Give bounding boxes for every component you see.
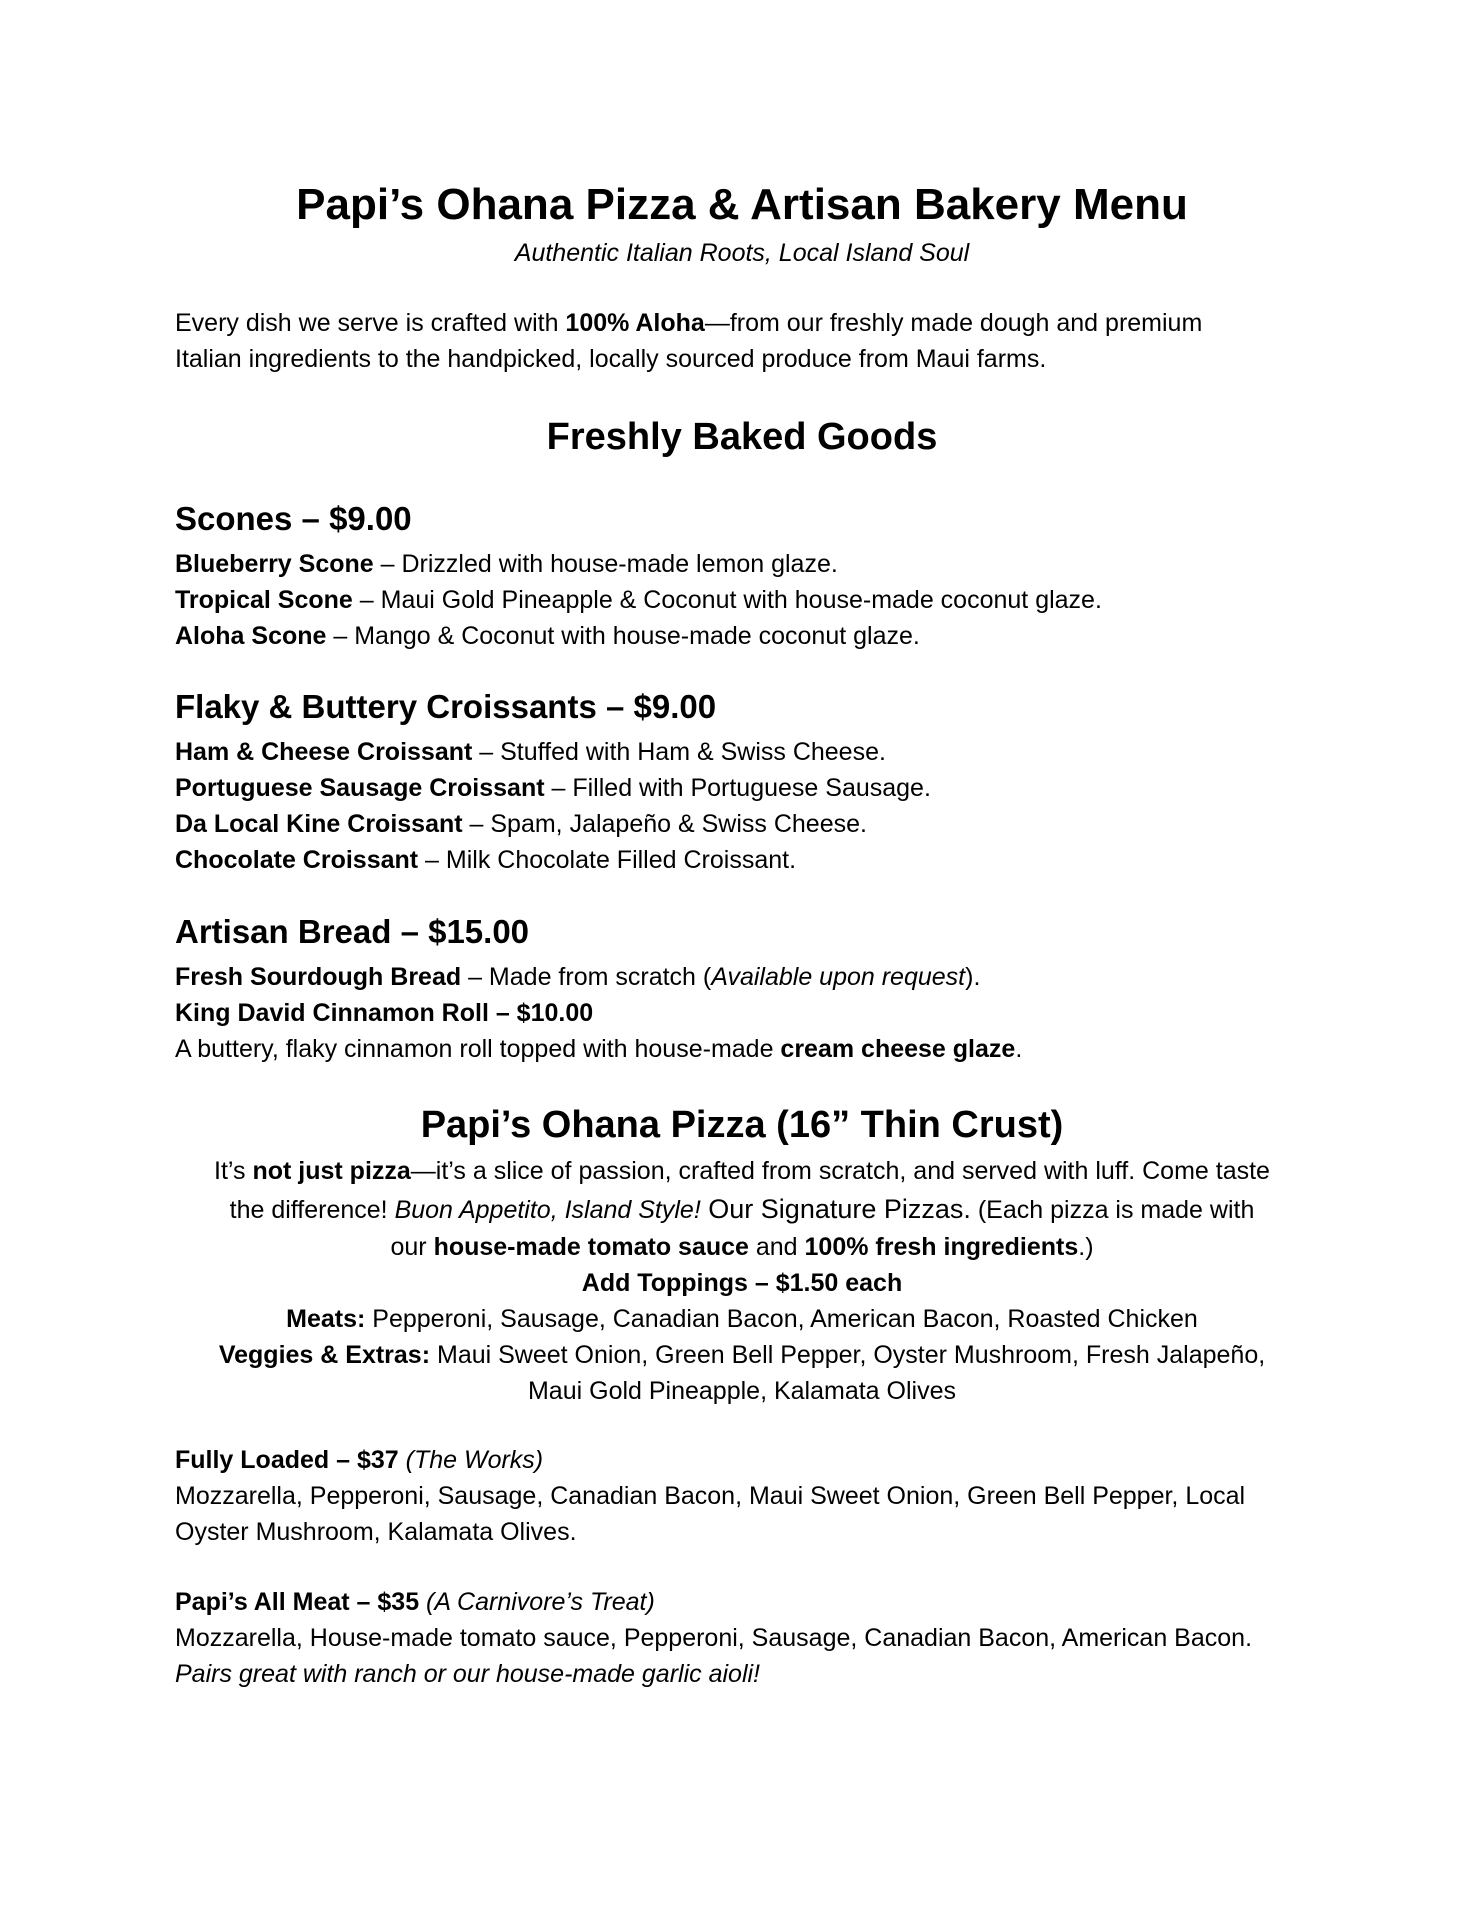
pizza-fully-loaded-desc-1: Mozzarella, Pepperoni, Sausage, Canadian Bacon, Maui Sweet Onion, Green Bell Pepper, Local — [175, 1482, 1246, 1510]
list-item: Fresh Sourdough Bread – Made from scratch (Available upon request). — [175, 963, 981, 991]
toppings-veggies-line-2: Maui Gold Pineapple, Kalamata Olives — [527, 1377, 956, 1405]
list-item: Portuguese Sausage Croissant – Filled with Portuguese Sausage. — [175, 774, 931, 802]
toppings-veggies: Veggies & Extras: Maui Sweet Onion, Green Bell Pepper, Oyster Mushroom, Fresh Jalapeño, — [218, 1341, 1266, 1369]
page-title: Papi’s Ohana Pizza & Artisan Bakery Menu — [296, 180, 1188, 229]
list-item: Da Local Kine Croissant – Spam, Jalapeño & Swiss Cheese. — [175, 810, 867, 838]
list-item: Chocolate Croissant – Milk Chocolate Filled Croissant. — [175, 846, 797, 874]
tagline: Authentic Italian Roots, Local Island Soul — [514, 239, 970, 267]
intro-line-2: Italian ingredients to the handpicked, locally sourced produce from Maui farms. — [175, 345, 1047, 373]
pizza-intro-line-3: our house-made tomato sauce and 100% fresh ingredients.) — [390, 1233, 1094, 1261]
intro-line-1: Every dish we serve is crafted with 100% Aloha—from our freshly made dough and premium — [175, 309, 1203, 337]
toppings-title: Add Toppings – $1.50 each — [581, 1269, 903, 1297]
category-artisan-bread: Artisan Bread – $15.00 — [175, 913, 530, 950]
list-item: Blueberry Scone – Drizzled with house-made lemon glaze. — [175, 550, 838, 578]
section-heading-pizza: Papi’s Ohana Pizza (16” Thin Crust) — [420, 1104, 1064, 1146]
cinnamon-roll-desc: A buttery, flaky cinnamon roll topped with house-made cream cheese glaze. — [175, 1035, 1023, 1063]
cinnamon-roll-title: King David Cinnamon Roll – $10.00 — [175, 999, 594, 1027]
list-item: Tropical Scone – Maui Gold Pineapple & Coconut with house-made coconut glaze. — [175, 586, 1102, 614]
pizza-all-meat-desc: Mozzarella, House-made tomato sauce, Pepperoni, Sausage, Canadian Bacon, American Bacon. — [175, 1624, 1253, 1652]
list-item: Ham & Cheese Croissant – Stuffed with Ham & Swiss Cheese. — [175, 738, 886, 766]
category-scones: Scones – $9.00 — [175, 500, 412, 537]
pizza-all-meat-title: Papi’s All Meat – $35 (A Carnivore’s Treat) — [175, 1588, 655, 1616]
pizza-all-meat-pairing: Pairs great with ranch or our house-made garlic aioli! — [175, 1660, 760, 1688]
list-item: Aloha Scone – Mango & Coconut with house-made coconut glaze. — [175, 622, 920, 650]
pizza-fully-loaded-title: Fully Loaded – $37 (The Works) — [175, 1446, 544, 1474]
pizza-fully-loaded-desc-2: Oyster Mushroom, Kalamata Olives. — [175, 1518, 577, 1546]
section-heading-baked: Freshly Baked Goods — [546, 416, 938, 458]
pizza-intro-line-1: It’s not just pizza—it’s a slice of passion, crafted from scratch, and served with luff. Come taste — [214, 1157, 1270, 1185]
pizza-intro-line-2: the difference! Buon Appetito, Island Style! Our Signature Pizzas. (Each pizza is made with — [229, 1194, 1255, 1224]
category-croissants: Flaky & Buttery Croissants – $9.00 — [175, 688, 717, 725]
toppings-meats: Meats: Pepperoni, Sausage, Canadian Bacon, American Bacon, Roasted Chicken — [286, 1305, 1198, 1333]
